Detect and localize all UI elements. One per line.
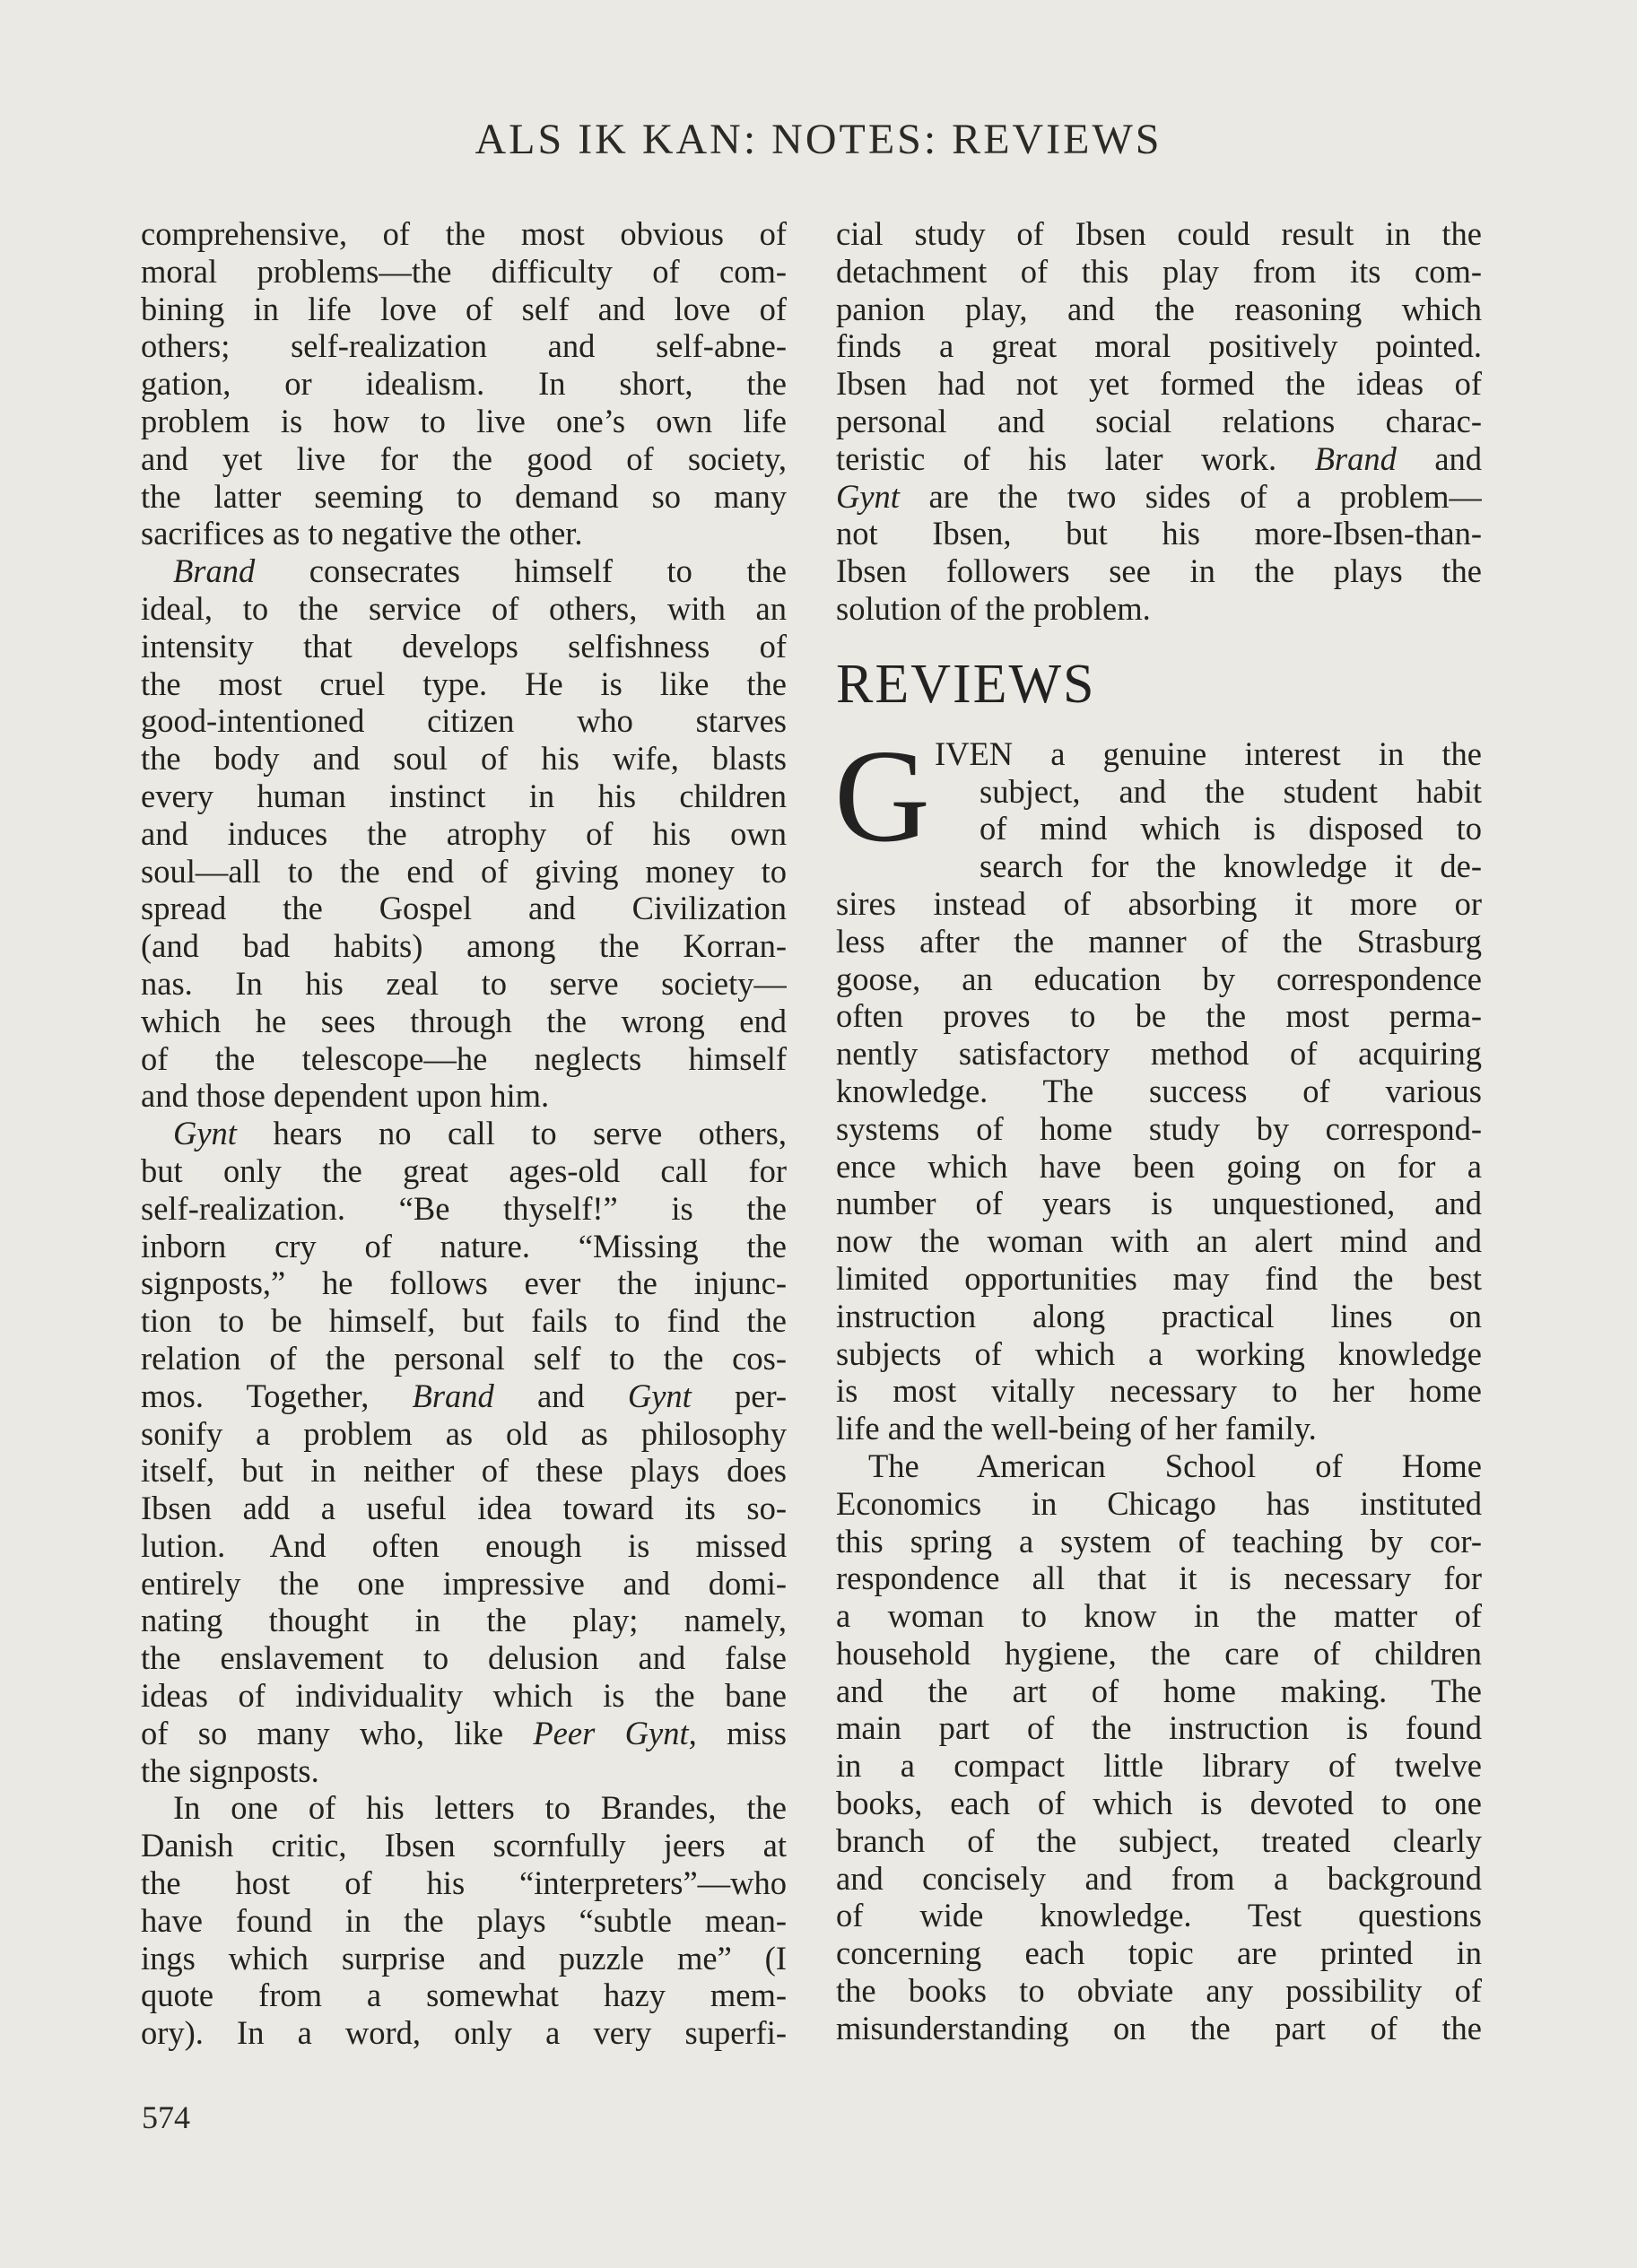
text-line: of mind which is disposed to xyxy=(980,810,1482,847)
text-line: this spring a system of teaching by cor- xyxy=(836,1522,1482,1560)
text-line: now the woman with an alert mind and xyxy=(836,1222,1482,1260)
text-line: the books to obviate any possibility of xyxy=(836,1972,1482,2010)
text-line: problem is how to live one’s own life xyxy=(141,402,787,439)
text-line: panion play, and the reasoning which xyxy=(836,290,1482,327)
italic-title: Brand xyxy=(1314,439,1397,477)
italic-title: Peer Gynt, xyxy=(533,1714,697,1751)
text-line: and yet live for the good of society, xyxy=(141,439,787,477)
text-line: the host of his “interpreters”—who xyxy=(141,1864,787,1902)
italic-title: Gynt xyxy=(836,477,900,515)
text-line: have found in the plays “subtle mean- xyxy=(141,1901,787,1939)
text-line: ings which surprise and puzzle me” (I xyxy=(141,1939,787,1977)
italic-title: Gynt xyxy=(173,1115,237,1152)
text-line: respondence all that it is necessary for xyxy=(836,1560,1482,1597)
text-line: of so many who, like Peer Gynt, miss xyxy=(141,1714,787,1751)
text-line: itself, but in neither of these plays does xyxy=(141,1452,787,1490)
text-line: bining in life love of self and love of xyxy=(141,290,787,327)
text-line: search for the knowledge it de- xyxy=(980,847,1482,885)
text-line: misunderstanding on the part of the xyxy=(836,2009,1482,2046)
text-line: limited opportunities may find the best xyxy=(836,1259,1482,1297)
text-line: subject, and the student habit xyxy=(980,772,1482,810)
text-line: knowledge. The success of various xyxy=(836,1072,1482,1109)
text-line: and the art of home making. The xyxy=(836,1672,1482,1709)
text-line: Gynt are the two sides of a problem— xyxy=(836,477,1482,515)
text-line: Economics in Chicago has instituted xyxy=(836,1484,1482,1522)
text-line: (and bad habits) among the Korran- xyxy=(141,927,787,965)
text-line: and those dependent upon him. xyxy=(141,1077,550,1115)
text-line: quote from a somewhat hazy mem- xyxy=(141,1977,787,2014)
text-line: and induces the atrophy of his own xyxy=(141,814,787,852)
text-line: books, each of which is devoted to one xyxy=(836,1785,1482,1822)
left-column xyxy=(141,215,787,2052)
right-column xyxy=(836,215,1482,2047)
page-number: 574 xyxy=(142,2099,190,2135)
text-line: which he sees through the wrong end xyxy=(141,1002,787,1039)
text-line: nently satisfactory method of acquiring xyxy=(836,1035,1482,1073)
text-line: finds a great moral positively pointed. xyxy=(836,327,1482,365)
text-line: the enslavement to delusion and false xyxy=(141,1639,787,1677)
text-line: the most cruel type. He is like the xyxy=(141,665,787,702)
text-line: Ibsen followers see in the plays the xyxy=(836,552,1482,590)
text-line: the signposts. xyxy=(141,1751,319,1789)
text-line: every human instinct in his children xyxy=(141,777,787,814)
italic-title: Brand xyxy=(412,1377,494,1414)
text-line: a woman to know in the matter of xyxy=(836,1597,1482,1635)
text-line: sires instead of absorbing it more or xyxy=(836,884,1482,922)
text-line: sacrifices as to negative the other. xyxy=(141,515,583,552)
text-line: entirely the one impressive and domi- xyxy=(141,1564,787,1602)
text-line: instruction along practical lines on xyxy=(836,1297,1482,1334)
text-line: cial study of Ibsen could result in the xyxy=(836,215,1482,252)
text-line: IVEN a genuine interest in the xyxy=(935,734,1482,772)
text-line: inborn cry of nature. “Missing the xyxy=(141,1227,787,1264)
text-line: signposts,” he follows ever the injunc- xyxy=(141,1264,787,1302)
text-line: subjects of which a working knowledge xyxy=(836,1334,1482,1372)
text-line: Brand consecrates himself to the xyxy=(173,552,787,590)
text-line: lution. And often enough is missed xyxy=(141,1526,787,1564)
italic-title: Gynt xyxy=(627,1377,692,1414)
text-line: intensity that develops selfishness of xyxy=(141,627,787,665)
dropcap-paragraph xyxy=(834,722,1482,885)
text-line: nas. In his zeal to serve society— xyxy=(141,964,787,1002)
text-line: concerning each topic are printed in xyxy=(836,1934,1482,1972)
reviews-heading: REVIEWS xyxy=(836,653,1096,715)
text-line: and concisely and from a background xyxy=(836,1859,1482,1897)
text-line: of wide knowledge. Test questions xyxy=(836,1897,1482,1934)
text-line: the body and soul of his wife, blasts xyxy=(141,740,787,778)
text-line: nating thought in the play; namely, xyxy=(141,1602,787,1639)
text-line: number of years is unquestioned, and xyxy=(836,1185,1482,1222)
text-line: personal and social relations charac- xyxy=(836,402,1482,439)
text-line: spread the Gospel and Civilization xyxy=(141,890,787,927)
text-line: goose, an education by correspondence xyxy=(836,960,1482,997)
text-line: others; self-realization and self-abne- xyxy=(141,327,787,365)
text-line: self-realization. “Be thyself!” is the xyxy=(141,1189,787,1227)
text-line: Gynt hears no call to serve others, xyxy=(173,1115,787,1152)
text-line: the latter seeming to demand so many xyxy=(141,477,787,515)
text-line: Danish critic, Ibsen scornfully jeers at xyxy=(141,1827,787,1864)
text-line: ence which have been going on for a xyxy=(836,1147,1482,1185)
running-header: ALS IK KAN: NOTES: REVIEWS xyxy=(475,116,1162,163)
text-line: relation of the personal self to the cos- xyxy=(141,1339,787,1377)
text-line: sonify a problem as old as philosophy xyxy=(141,1414,787,1452)
text-line: household hygiene, the care of children xyxy=(836,1634,1482,1672)
text-line: gation, or idealism. In short, the xyxy=(141,365,787,403)
text-line: in a compact little library of twelve xyxy=(836,1747,1482,1785)
text-line: ideas of individuality which is the bane xyxy=(141,1677,787,1715)
text-line: soul—all to the end of giving money to xyxy=(141,852,787,890)
text-line: The American School of Home xyxy=(868,1447,1482,1484)
text-line: but only the great ages-old call for xyxy=(141,1151,787,1189)
text-line: not Ibsen, but his more-Ibsen-than- xyxy=(836,515,1482,552)
text-line: is most vitally necessary to her home xyxy=(836,1372,1482,1410)
text-line: of the telescope—he neglects himself xyxy=(141,1039,787,1077)
text-line: life and the well-being of her family. xyxy=(836,1410,1317,1447)
text-line: In one of his letters to Brandes, the xyxy=(173,1789,787,1827)
text-line: Ibsen had not yet formed the ideas of xyxy=(836,365,1482,403)
text-line: tion to be himself, but fails to find the xyxy=(141,1302,787,1340)
text-line: good-intentioned citizen who starves xyxy=(141,702,787,740)
text-line: main part of the instruction is found xyxy=(836,1709,1482,1747)
text-line: moral problems—the difficulty of com- xyxy=(141,252,787,290)
drop-cap: G xyxy=(834,722,930,870)
italic-title: Brand xyxy=(173,552,256,590)
text-line: mos. Together, Brand and Gynt per- xyxy=(141,1377,787,1414)
text-line: less after the manner of the Strasburg xyxy=(836,922,1482,960)
text-line: Ibsen add a useful idea toward its so- xyxy=(141,1490,787,1527)
text-line: branch of the subject, treated clearly xyxy=(836,1821,1482,1859)
text-line: ideal, to the service of others, with an xyxy=(141,589,787,627)
text-line: comprehensive, of the most obvious of xyxy=(141,215,787,252)
text-line: often proves to be the most perma- xyxy=(836,997,1482,1035)
text-line: detachment of this play from its com- xyxy=(836,252,1482,290)
text-line: ory). In a word, only a very superfi- xyxy=(141,2014,787,2052)
text-line: solution of the problem. xyxy=(836,589,1151,627)
text-line: teristic of his later work. Brand and xyxy=(836,439,1482,477)
text-line: systems of home study by correspond- xyxy=(836,1109,1482,1147)
